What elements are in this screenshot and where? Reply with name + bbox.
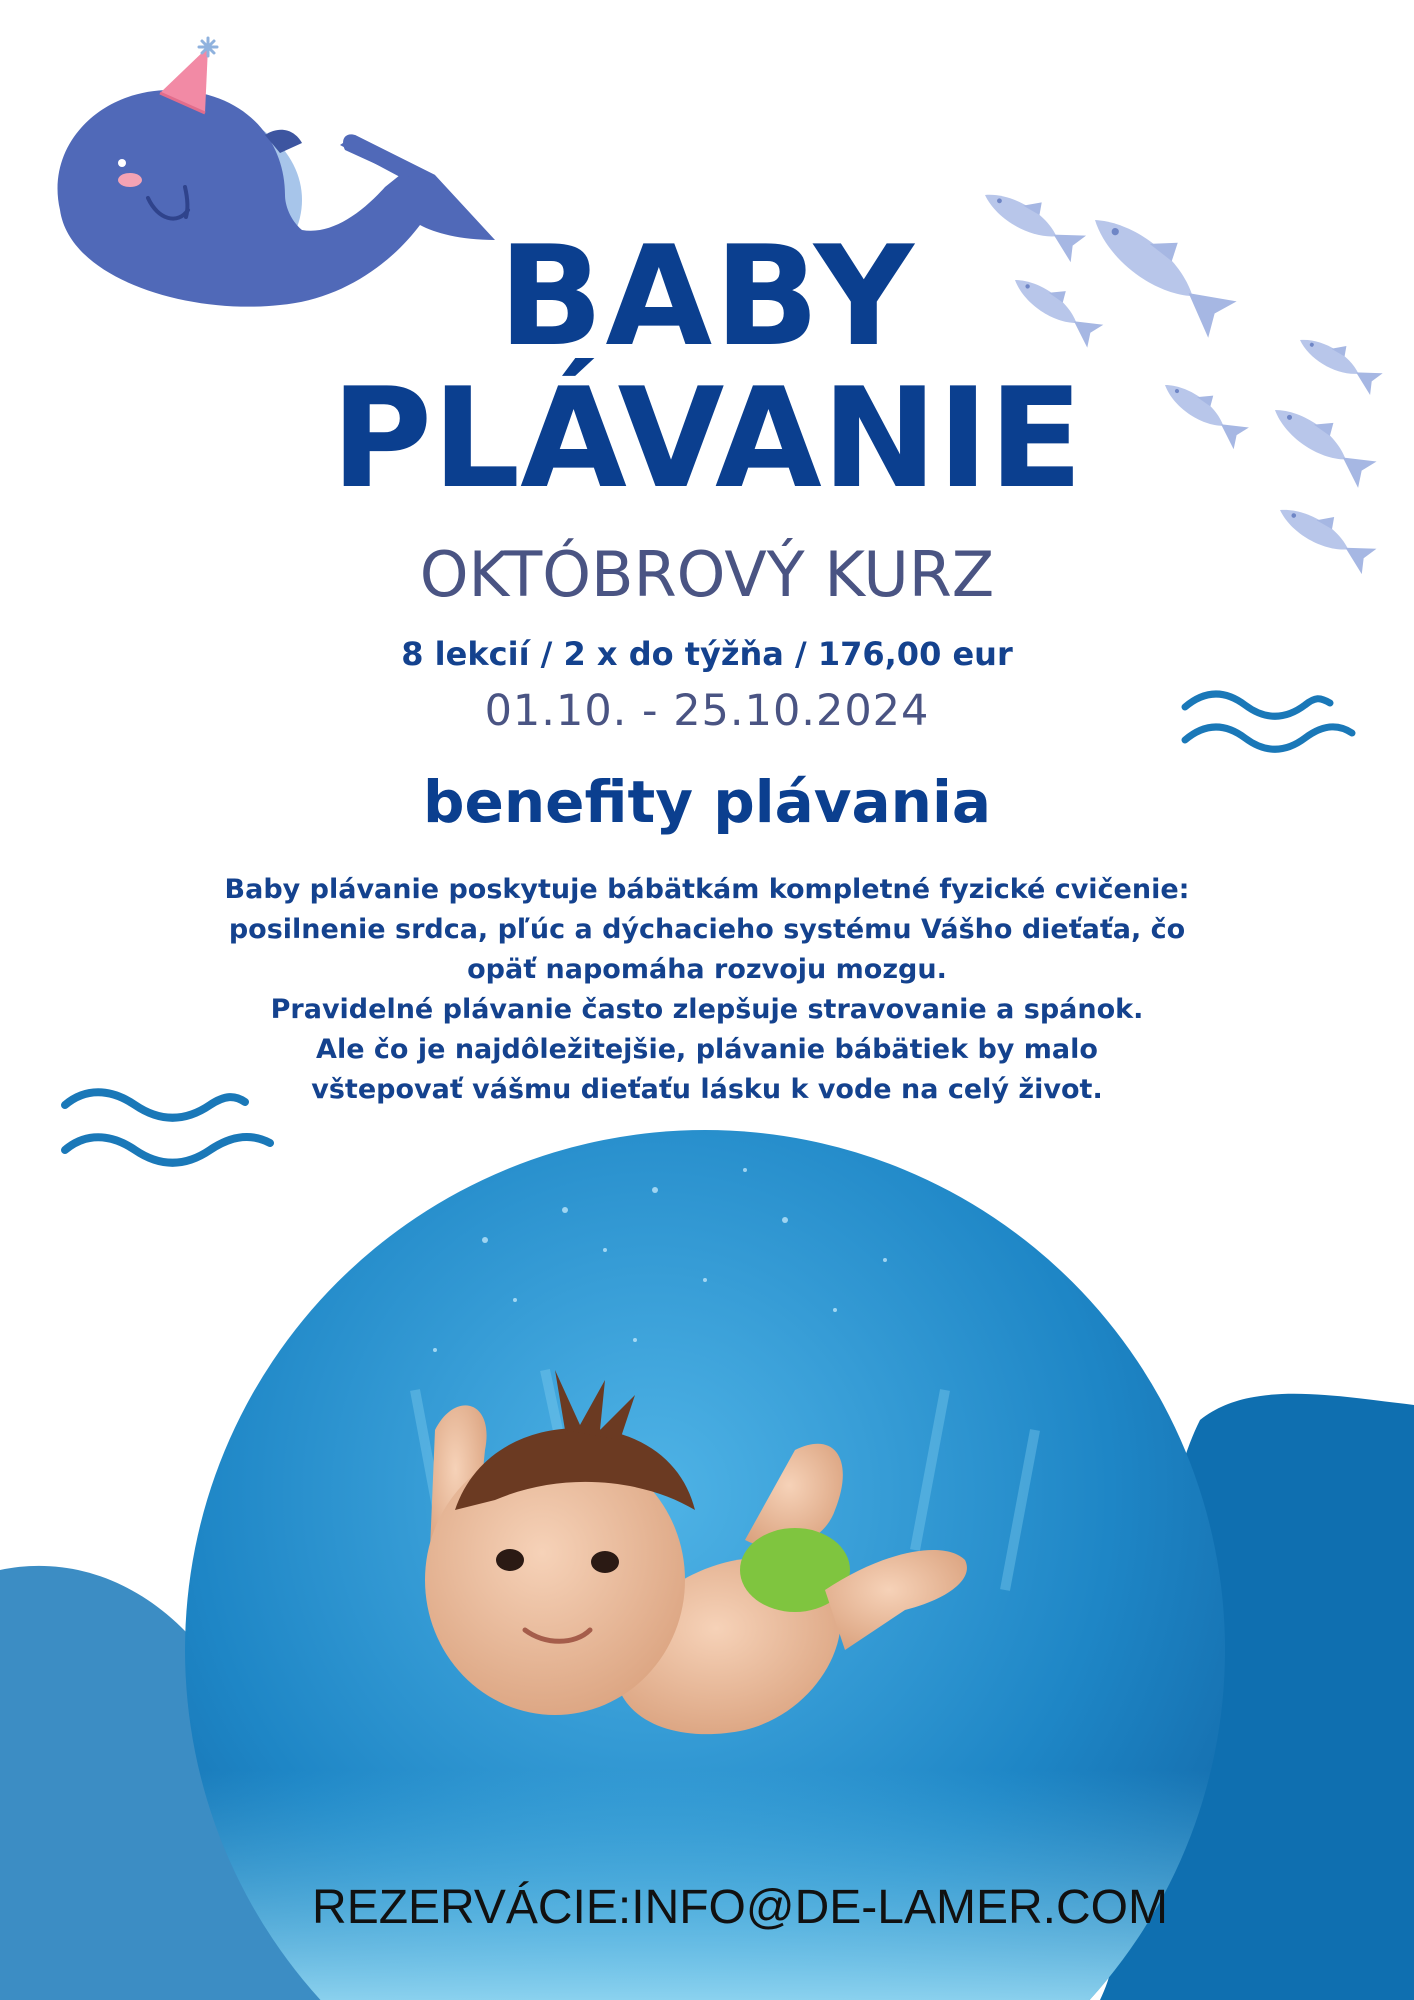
benefits-line: vštepovať vášmu dieťaťu lásku k vode na celý život. xyxy=(311,1074,1103,1105)
benefits-heading: benefity plávania xyxy=(423,768,991,836)
benefits-line: Ale čo je najdôležitejšie, plávanie bábätiek by malo xyxy=(316,1034,1098,1065)
course-details: 8 lekcií / 2 x do týžňa / 176,00 eur xyxy=(401,635,1013,673)
benefits-line: Baby plávanie poskytuje bábätkám kompletné fyzické cvičenie: xyxy=(224,874,1190,905)
reservation-contact: REZERVÁCIE:INFO@DE-LAMER.COM xyxy=(312,1881,1168,1934)
poster-subtitle: OKTÓBROVÝ KURZ xyxy=(419,538,995,611)
benefits-text xyxy=(150,870,1264,1110)
poster-title-line-1: BABY xyxy=(498,216,916,377)
poster-title-line-2: PLÁVANIE xyxy=(331,358,1083,519)
benefits-line: posilnenie srdca, pľúc a dýchacieho systému Vášho dieťaťa, čo xyxy=(228,914,1186,945)
benefits-line: Pravidelné plávanie často zlepšuje stravovanie a spánok. xyxy=(270,994,1144,1025)
baby-swimming-underwater-photo xyxy=(185,1130,1225,2000)
course-dates: 01.10. - 25.10.2024 xyxy=(484,686,930,736)
benefits-line: opäť napomáha rozvoju mozgu. xyxy=(467,954,947,985)
